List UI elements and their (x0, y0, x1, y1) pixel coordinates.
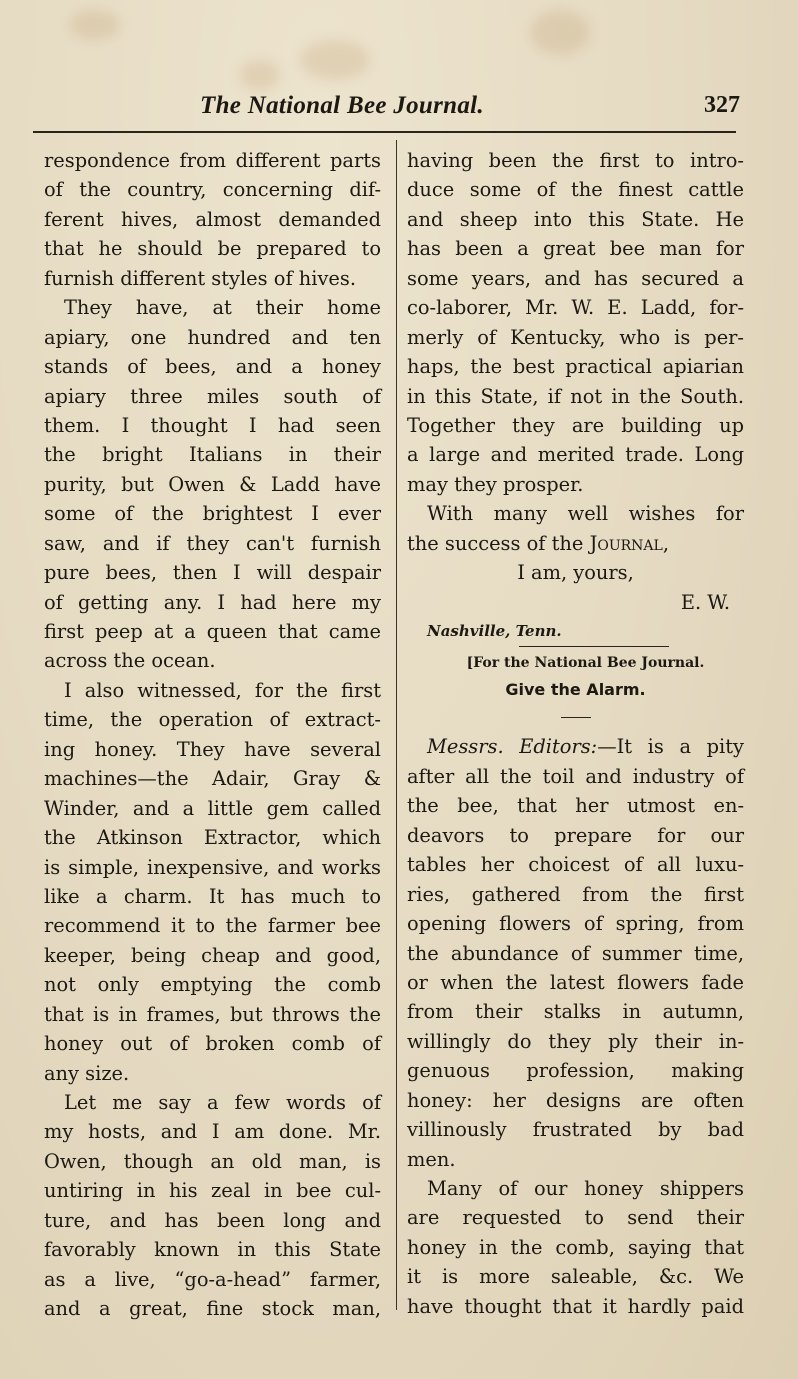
section-rule (519, 646, 669, 647)
text-line: They have, at their home (64, 296, 381, 320)
text-line: With many well wishes for (427, 502, 744, 526)
place-line: Nashville, Tenn. (427, 622, 562, 640)
text-line: is simple, inexpensive, and works (44, 855, 381, 879)
text-line: have thought that it hardly paid (407, 1294, 744, 1318)
attribution-line: [For the National Bee Journal. (466, 655, 705, 672)
section-title: Give the Alarm. (505, 680, 646, 700)
text-line: first peep at a queen that came (44, 620, 381, 643)
text-line: that he should be prepared to (44, 237, 381, 261)
text-line: like a charm. It has much to (44, 884, 381, 908)
text-line: in this State, if not in the South. (407, 384, 744, 408)
text-line: opening flowers of spring, from (407, 912, 744, 936)
text-line: are requested to send their (407, 1206, 744, 1230)
text-line: Together they are building up (407, 413, 744, 437)
salutation-line: Messrs. Editors:—It is a pity (427, 735, 744, 759)
text-line: favorably known in this State (44, 1238, 381, 1262)
text-line: time, the operation of extract- (44, 708, 381, 732)
right-column-body-text (407, 762, 744, 1321)
text-line: some of the brightest I ever (44, 502, 381, 526)
page-number: 327 (704, 92, 740, 118)
text-line: a large and merited trade. Long (407, 443, 744, 467)
text-line: Owen, though an old man, is (44, 1149, 381, 1173)
left-column (44, 146, 381, 1324)
journal-word: Journal (589, 531, 663, 555)
text-line: Let me say a few words of (64, 1091, 381, 1114)
text-line: having been the first to intro- (407, 149, 744, 172)
text-line: honey in the comb, saying that (407, 1235, 744, 1259)
text-line: any size. (44, 1061, 130, 1085)
text-line: may they prosper. (407, 472, 584, 496)
text-line: the bee, that her utmost en- (407, 794, 744, 818)
text-line: stands of bees, and a honey (44, 355, 381, 379)
text-line: tables her choicest of all luxu- (407, 853, 744, 877)
text-line: keeper, being cheap and good, (44, 943, 381, 967)
text-line: my hosts, and I am done. Mr. (44, 1120, 381, 1144)
text-line: it is more saleable, &c. We (407, 1265, 744, 1289)
text-line: some years, and has secured a (407, 266, 744, 290)
text-line: recommend it to the farmer bee (44, 914, 381, 938)
text-line: after all the toil and industry of (407, 764, 744, 788)
text-line: co-laborer, Mr. W. E. Ladd, for- (407, 296, 744, 320)
text-line: ferent hives, almost demanded (44, 207, 381, 231)
foxing-stain (530, 10, 590, 55)
text-line: honey: her designs are often (407, 1088, 744, 1112)
text-line: machines—the Adair, Gray & (44, 767, 381, 791)
text-line: ries, gathered from the first (407, 882, 744, 906)
text-line: ing honey. They have several (44, 737, 381, 761)
text-line: duce some of the finest cattle (407, 178, 744, 202)
text-line: purity, but Owen & Ladd have (44, 472, 381, 496)
text-line: as a live, “go-a-head” farmer, (44, 1267, 381, 1291)
text-line: furnish different styles of hives. (44, 266, 357, 290)
text-line: untiring in his zeal in bee cul- (44, 1179, 381, 1203)
text-line: ture, and has been long and (44, 1208, 381, 1232)
text-line: villinously frustrated by bad (407, 1118, 744, 1142)
text-line: of getting any. I had here my (44, 590, 381, 614)
text-line: I also witnessed, for the first (64, 678, 381, 702)
text-line: honey out of broken comb of (44, 1032, 381, 1056)
text-line: pure bees, then I will despair (44, 561, 381, 585)
foxing-stain (70, 10, 120, 40)
running-title: The National Bee Journal. (200, 92, 484, 119)
text-line: and sheep into this State. He (407, 207, 744, 231)
text-line: of the country, concerning dif- (44, 178, 381, 202)
text-line: and a great, fine stock man, (44, 1297, 381, 1321)
text-line: apiary, one hundred and ten (44, 325, 381, 349)
column-divider (396, 140, 397, 1310)
text-line: across the ocean. (44, 649, 216, 673)
foxing-stain (300, 40, 370, 80)
text-line: apiary three miles south of (44, 384, 381, 408)
text-line: willingly do they ply their in- (407, 1029, 744, 1053)
title-rule (561, 717, 591, 718)
salutation: Messrs. Editors: (427, 735, 598, 759)
text-line: has been a great bee man for (407, 237, 744, 261)
text-line: Winder, and a little gem called (44, 796, 381, 820)
text-line: the Atkinson Extractor, which (44, 826, 381, 850)
text-line: men. (407, 1147, 456, 1171)
signature: E. W. (680, 590, 730, 614)
text-line: not only emptying the comb (44, 973, 381, 997)
text-line: haps, the best practical apiarian (407, 355, 744, 379)
text-line: respondence from different parts (44, 149, 381, 172)
closing-line: I am, yours, (517, 561, 634, 585)
text-line: deavors to prepare for our (407, 823, 744, 847)
header-rule (33, 131, 736, 133)
text-line: from their stalks in autumn, (407, 1000, 744, 1024)
text-line: them. I thought I had seen (44, 413, 381, 437)
text-line: genuous profession, making (407, 1059, 744, 1083)
text-line: or when the latest flowers fade (407, 970, 744, 994)
right-column (407, 146, 744, 1321)
text-line: the abundance of summer time, (407, 941, 744, 965)
text-line: merly of Kentucky, who is per- (407, 325, 744, 349)
journal-line: the success of the Journal, (407, 531, 669, 555)
text-line: saw, and if they can't furnish (44, 531, 381, 555)
text-line: the bright Italians in their (44, 443, 381, 467)
running-header (40, 84, 740, 124)
right-column-top-text (407, 146, 744, 529)
text-line: that is in frames, but throws the (44, 1002, 381, 1026)
text-line: Many of our honey shippers (427, 1177, 744, 1200)
